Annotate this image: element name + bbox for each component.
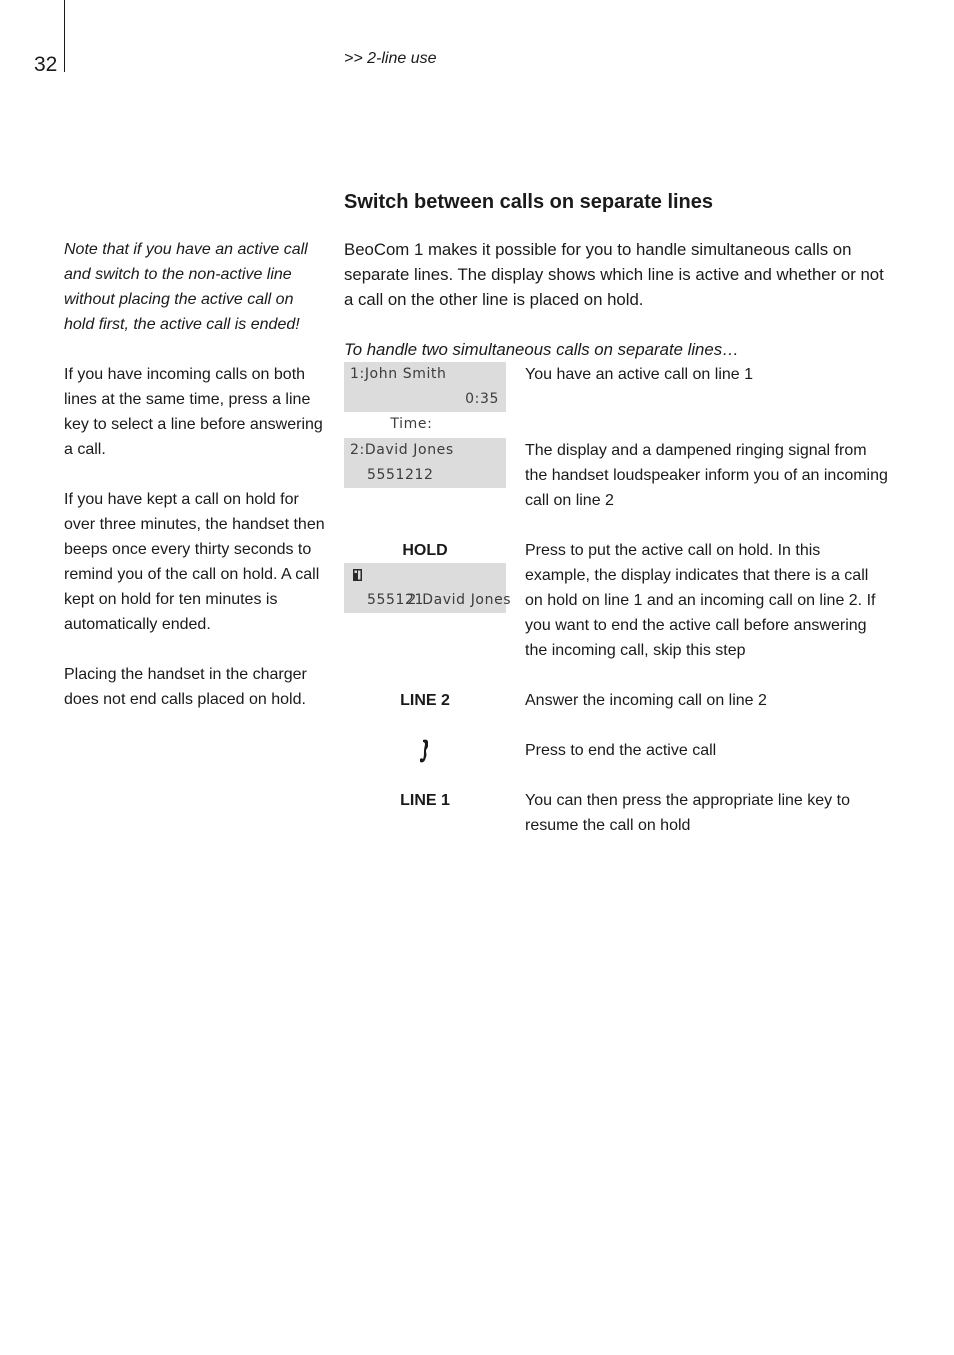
- step-description: Answer the incoming call on line 2: [525, 692, 767, 709]
- page-number: 32: [34, 53, 58, 76]
- lcd-line: 5551212: [367, 467, 434, 483]
- hold-key[interactable]: HOLD: [402, 542, 448, 559]
- end-call-handset-icon: [419, 739, 431, 763]
- lcd-time-value: 0:35: [465, 391, 499, 407]
- step-description: Press to end the active call: [525, 742, 717, 759]
- sidebar-note-charger: Placing the handset in the charger does not end calls placed on hold.: [64, 666, 307, 708]
- lcd-line: 1:John Smith: [350, 366, 447, 382]
- procedure-subheading: To handle two simultaneous calls on separate lines…: [344, 340, 739, 359]
- end-call-key[interactable]: [344, 738, 506, 763]
- lcd-display: [344, 362, 506, 432]
- lcd-line: 555121: [367, 592, 425, 608]
- lcd-line: [344, 387, 506, 432]
- sidebar-note-incoming: If you have incoming calls on both lines at the same time, press a line key to select a line before answering a call.: [64, 366, 323, 458]
- section-breadcrumb: >> 2-line use: [344, 50, 437, 67]
- section-heading: Switch between calls on separate lines: [344, 191, 714, 213]
- sidebar-notes: [64, 237, 326, 737]
- sidebar-note-warning: Note that if you have an active call and switch to the non-active line without placing the active call on hold first, the active call is ended!: [64, 241, 308, 333]
- step-description: Press to put the active call on hold. In this example, the display indicates that there is a call on hold on line 1 and an incoming call on line 2. If you want to end the active call before answering the incoming call, skip this step: [525, 542, 876, 659]
- lcd-line: 2:David Jones: [350, 442, 454, 458]
- lcd-caller: 2:David Jones: [407, 592, 512, 608]
- lcd-display: [344, 438, 506, 488]
- sidebar-note-hold-reminder: If you have kept a call on hold for over three minutes, the handset then beeps once every thirty seconds to remind you of the call on hold. A call kept on hold for ten minutes is automatically ended.: [64, 491, 325, 633]
- lcd-display: [344, 563, 512, 613]
- line-1-key[interactable]: LINE 1: [400, 792, 450, 809]
- step-description: You have an active call on line 1: [525, 366, 754, 383]
- intro-paragraph: BeoCom 1 makes it possible for you to handle simultaneous calls on separate lines. The display shows which line is active and whether or not a call on the other line is placed on hold.: [344, 240, 884, 309]
- lcd-time-label: Time:: [390, 416, 433, 432]
- line-2-key[interactable]: LINE 2: [400, 692, 450, 709]
- hold-icon: [353, 569, 362, 581]
- step-description: You can then press the appropriate line key to resume the call on hold: [525, 792, 850, 834]
- margin-rule: [64, 0, 65, 72]
- step-description: The display and a dampened ringing signal from the handset loudspeaker inform you of an incoming call on line 2: [525, 442, 888, 509]
